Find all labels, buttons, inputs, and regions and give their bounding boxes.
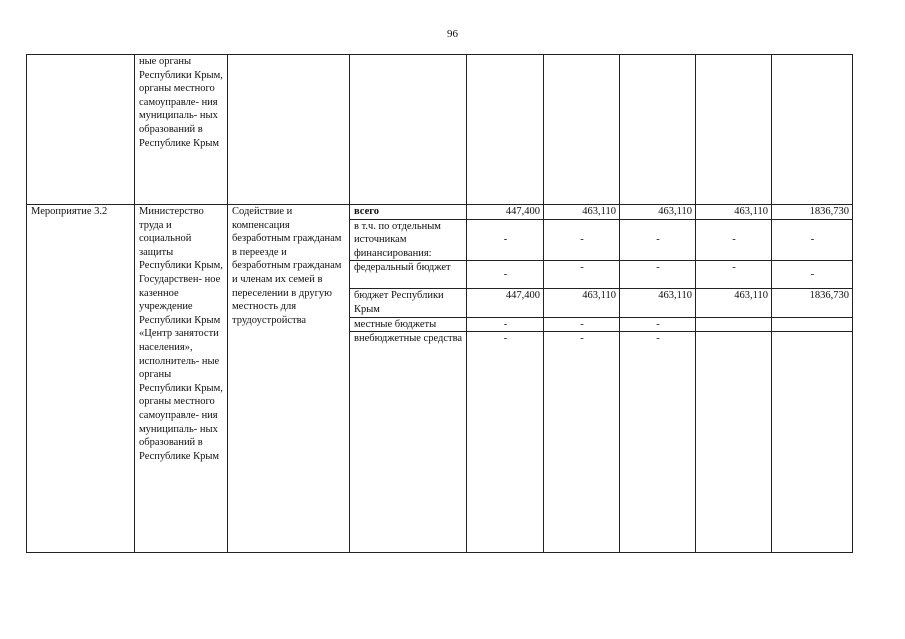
continued-name-cell	[27, 55, 135, 205]
measure-name-cell	[27, 205, 135, 553]
funding-value-cell: -	[772, 219, 853, 261]
measure-name: Мероприятие 3.2	[31, 206, 108, 217]
funding-row-total	[27, 205, 853, 220]
funding-source-cell	[350, 289, 467, 317]
measure-executors-cell	[135, 205, 228, 553]
funding-value-cell: 447,400	[467, 205, 544, 220]
funding-source-cell	[350, 205, 467, 220]
funding-value-cell: -	[544, 219, 620, 261]
funding-source-label: в т.ч. по отдельным источникам финансирования:	[354, 220, 441, 259]
page-number: 96	[447, 28, 458, 40]
funding-source-label: федеральный бюджет	[354, 262, 451, 274]
funding-value-cell: -	[467, 317, 544, 332]
funding-value-cell: 463,110	[544, 289, 620, 317]
measure-description-cell	[228, 205, 350, 553]
funding-source-label: всего	[354, 206, 380, 217]
funding-value-cell: -	[696, 261, 772, 289]
funding-source-label: местные бюджеты	[354, 318, 437, 330]
measure-description: Содействие и компенсация безработным гражданам в переезде и безработным гражданам и членам их семей в переселении в другую местность для трудоустройства	[232, 206, 342, 326]
funding-value-cell: -	[620, 219, 696, 261]
funding-value-cell: 463,110	[696, 205, 772, 220]
continued-executors-cell	[135, 55, 228, 205]
funding-value-cell: 463,110	[620, 289, 696, 317]
funding-source-cell	[350, 219, 467, 261]
funding-value-cell: -	[620, 332, 696, 553]
funding-value-cell: -	[467, 332, 544, 553]
funding-value-cell: -	[467, 219, 544, 261]
funding-value-cell: -	[544, 261, 620, 289]
continued-description-cell	[228, 55, 350, 205]
funding-value-cell: -	[620, 261, 696, 289]
funding-value-cell: 463,110	[696, 289, 772, 317]
funding-value-cell: 1836,730	[772, 205, 853, 220]
funding-value-cell: -	[696, 219, 772, 261]
funding-value-cell: 1836,730	[772, 289, 853, 317]
funding-table	[26, 54, 853, 553]
funding-value-cell	[772, 332, 853, 553]
funding-value-cell: -	[544, 332, 620, 553]
funding-value-cell	[696, 317, 772, 332]
continued-value-cell	[696, 55, 772, 205]
funding-value-cell: -	[620, 317, 696, 332]
funding-value-cell: -	[772, 261, 853, 289]
continued-row	[27, 55, 853, 205]
funding-value-cell	[772, 317, 853, 332]
continued-value-cell	[772, 55, 853, 205]
funding-value-cell: -	[544, 317, 620, 332]
continued-value-cell	[620, 55, 696, 205]
continued-executors-text: ные органы Республики Крым, органы местного самоуправле- ния муниципаль- ных образований в Республике Крым	[139, 56, 223, 149]
funding-value-cell: -	[467, 261, 544, 289]
funding-source-cell	[350, 317, 467, 332]
funding-value-cell: 447,400	[467, 289, 544, 317]
funding-source-cell	[350, 332, 467, 553]
funding-source-label: внебюджетные средства	[354, 333, 463, 345]
funding-value-cell: 463,110	[620, 205, 696, 220]
continued-value-cell	[544, 55, 620, 205]
measure-executors: Министерство труда и социальной защиты Республики Крым, Государствен- ное казенное учреждение Республики Крым «Центр занятости населения», исполнитель- ные органы Республики Крым, органы местного самоуправле- ния муниципаль- ных образований в Республике Крым	[139, 206, 223, 462]
continued-source-cell	[350, 55, 467, 205]
continued-value-cell	[467, 55, 544, 205]
funding-source-cell	[350, 261, 467, 289]
funding-source-label: бюджет Республики Крым	[354, 290, 444, 315]
funding-value-cell: 463,110	[544, 205, 620, 220]
funding-value-cell	[696, 332, 772, 553]
